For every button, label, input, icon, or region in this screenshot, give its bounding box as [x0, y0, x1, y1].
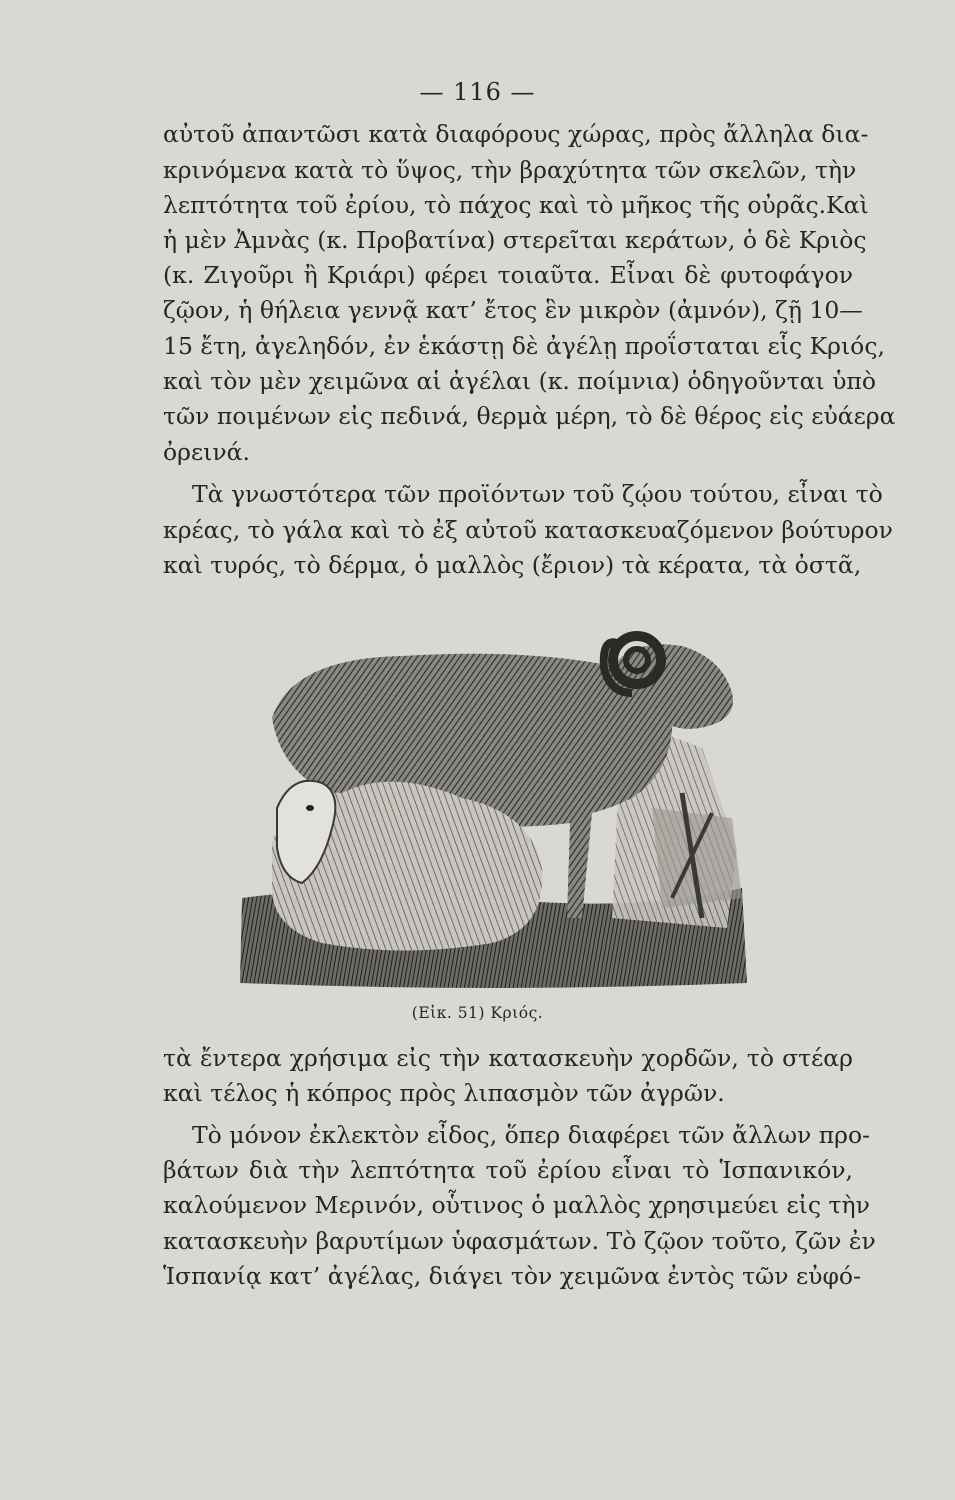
text-line: καὶ τὸν μὲν χειμῶνα αἱ ἀγέλαι (κ. ποίμνια) ὁδηγοῦνται ὑπὸ [163, 367, 877, 395]
text-line: κατασκευὴν βαρυτίμων ὑφασμάτων. Τὸ ζῷον τοῦτο, ζῶν ἐν [163, 1227, 876, 1255]
ram-illustration [232, 598, 752, 998]
page-number: — 116 — [419, 78, 536, 106]
text-line: αὐτοῦ ἀπαντῶσι κατὰ διαφόρους χώρας, πρὸς ἄλληλα δια- [163, 120, 869, 148]
text-line: λεπτότητα τοῦ ἐρίου, τὸ πάχος καὶ τὸ μῆκος τῆς οὐρᾶς.Καὶ [163, 191, 869, 219]
text-line: τὰ ἔντερα χρήσιμα εἰς τὴν κατασκευὴν χορδῶν, τὸ στέαρ [163, 1044, 853, 1072]
figure-caption: (Εἰκ. 51) Κριός. [411, 1004, 544, 1022]
text-line: ἡ μὲν Ἀμνὰς (κ. Προβατίνα) στερεῖται κεράτων, ὁ δὲ Κριὸς [163, 226, 867, 254]
text-line: κρινόμενα κατὰ τὸ ὕψος, τὴν βραχύτητα τῶν σκελῶν, τὴν [163, 156, 857, 184]
text-line: 15 ἔτη, ἀγεληδόν, ἐν ἑκάστῃ δὲ ἀγέλῃ προΐσταται εἷς Κριός, [163, 332, 885, 360]
text-line: ζῷον, ἡ θήλεια γεννᾷ κατ’ ἔτος ἓν μικρὸν (ἀμνόν), ζῇ 10— [163, 296, 863, 324]
text-line: ὀρεινά. [163, 438, 250, 466]
text-line: βάτων διὰ τὴν λεπτότητα τοῦ ἐρίου εἶναι τὸ Ἱσπανικόν, [163, 1156, 853, 1184]
text-line: καὶ τέλος ἡ κόπρος πρὸς λιπασμὸν τῶν ἀγρῶν. [163, 1079, 725, 1107]
text-line: καὶ τυρός, τὸ δέρμα, ὁ μαλλὸς (ἔριον) τὰ κέρατα, τὰ ὀστᾶ, [163, 551, 862, 579]
text-line: καλούμενον Μερινόν, οὗτινος ὁ μαλλὸς χρησιμεύει εἰς τὴν [163, 1191, 870, 1219]
text-line: Τὸ μόνον ἐκλεκτὸν εἶδος, ὅπερ διαφέρει τῶν ἄλλων προ- [192, 1121, 871, 1149]
text-line: (κ. Ζιγοῦρι ἢ Κριάρι) φέρει τοιαῦτα. Εἶναι δὲ φυτοφάγον [163, 261, 853, 289]
text-line: τῶν ποιμένων εἰς πεδινά, θερμὰ μέρη, τὸ δὲ θέρος εἰς εὐάερα [163, 402, 896, 430]
text-line: Ἱσπανίᾳ κατ’ ἀγέλας, διάγει τὸν χειμῶνα ἐντὸς τῶν εὐφό- [163, 1262, 862, 1290]
text-line: κρέας, τὸ γάλα καὶ τὸ ἐξ αὐτοῦ κατασκευαζόμενον βούτυρον [163, 516, 893, 544]
text-line: Τὰ γνωστότερα τῶν προϊόντων τοῦ ζῴου τούτου, εἶναι τὸ [192, 480, 883, 508]
